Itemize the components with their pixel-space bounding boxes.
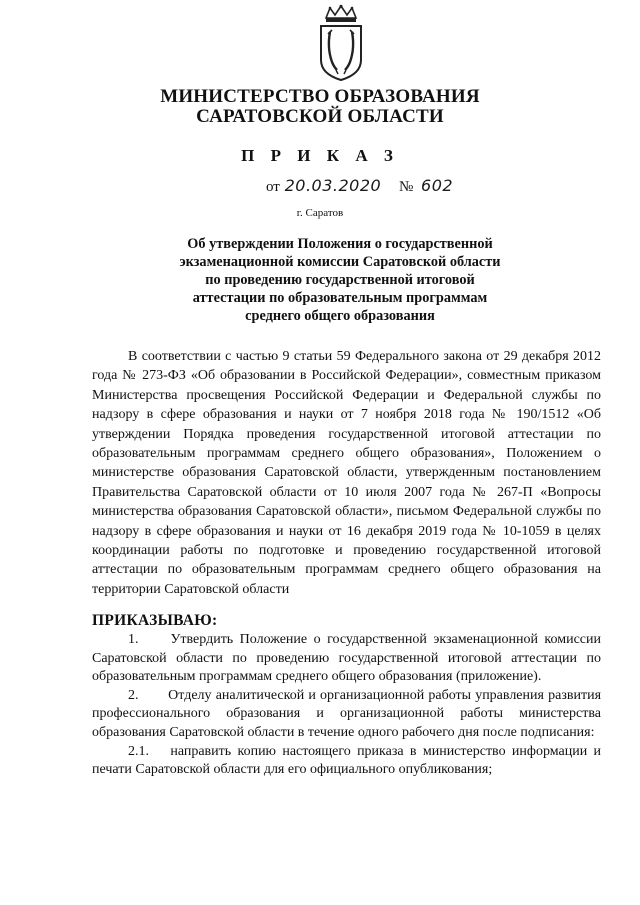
item-text: Отделу аналитической и организационной работы управления развития профессионального образования и организационной работы министерства образования Саратовской области в течение одного рабочего дня после подписания: xyxy=(92,687,602,740)
subject-line: Об утверждении Положения о государственной xyxy=(187,236,493,252)
order-subject xyxy=(140,235,540,325)
subject-line: среднего общего образования xyxy=(245,308,435,324)
subject-line: аттестации по образовательным программам xyxy=(192,290,488,306)
order-title: П Р И К А З xyxy=(241,146,399,165)
order-date-number-line xyxy=(266,176,453,198)
decree-item xyxy=(92,631,601,687)
decree-items xyxy=(92,631,601,780)
ministry-name-line2: САРАТОВСКОЙ ОБЛАСТИ xyxy=(196,106,444,127)
item-number: 2.1. xyxy=(128,743,149,759)
item-text: направить копию настоящего приказа в министерство информации и печати Саратовской области для его официального опубликования; xyxy=(92,743,601,778)
city-label: г. Саратов xyxy=(296,207,344,219)
order-number-label: № xyxy=(398,179,414,195)
decree-item xyxy=(92,687,601,743)
item-text: Утвердить Положение о государственной экзаменационной комиссии Саратовской области по проведению государственной итоговой аттестации по образовательным программам среднего общего образования (приложение). xyxy=(92,632,601,685)
order-number-handwritten: 602 xyxy=(421,176,454,195)
item-number: 2. xyxy=(128,687,139,703)
order-date-handwritten: 20.03.2020 xyxy=(284,176,382,195)
saratov-coat-of-arms-icon xyxy=(316,4,366,82)
item-number: 1. xyxy=(128,632,139,647)
decree-item xyxy=(92,743,601,780)
preamble-paragraph: В соответствии с частью 9 статьи 59 Федерального закона от 29 декабря 2012 года № 273-ФЗ «Об образовании в Российской Федерации», совместным приказом Министерства просвещения Российской Федерации и Федеральной службы по надзору в сфере образования и науки от 7 ноября 2018 года № 190/1512 «Об утверждении Порядка проведения государственной итоговой аттестации по образовательным программам среднего общего образования», Положением о министерстве образования Саратовской области, утвержденным постановлением Правительства Саратовской области от 10 июля 2007 года № 267-П «Вопросы министерства образования Саратовской области», письмом Федеральной службы по надзору в сфере образования и науки от 16 декабря 2019 года № 10-1059 в целях координации работы по подготовке и проведению государственной итоговой аттестации по образовательным программам среднего общего образования на территории Саратовской области xyxy=(92,349,601,597)
order-from-label: от xyxy=(266,179,280,195)
ministry-name-line1: МИНИСТЕРСТВО ОБРАЗОВАНИЯ xyxy=(160,86,480,107)
subject-line: экзаменационной комиссии Саратовской области xyxy=(179,254,501,270)
decree-heading: ПРИКАЗЫВАЮ: xyxy=(92,612,218,629)
subject-line: по проведению государственной итоговой xyxy=(205,272,475,288)
